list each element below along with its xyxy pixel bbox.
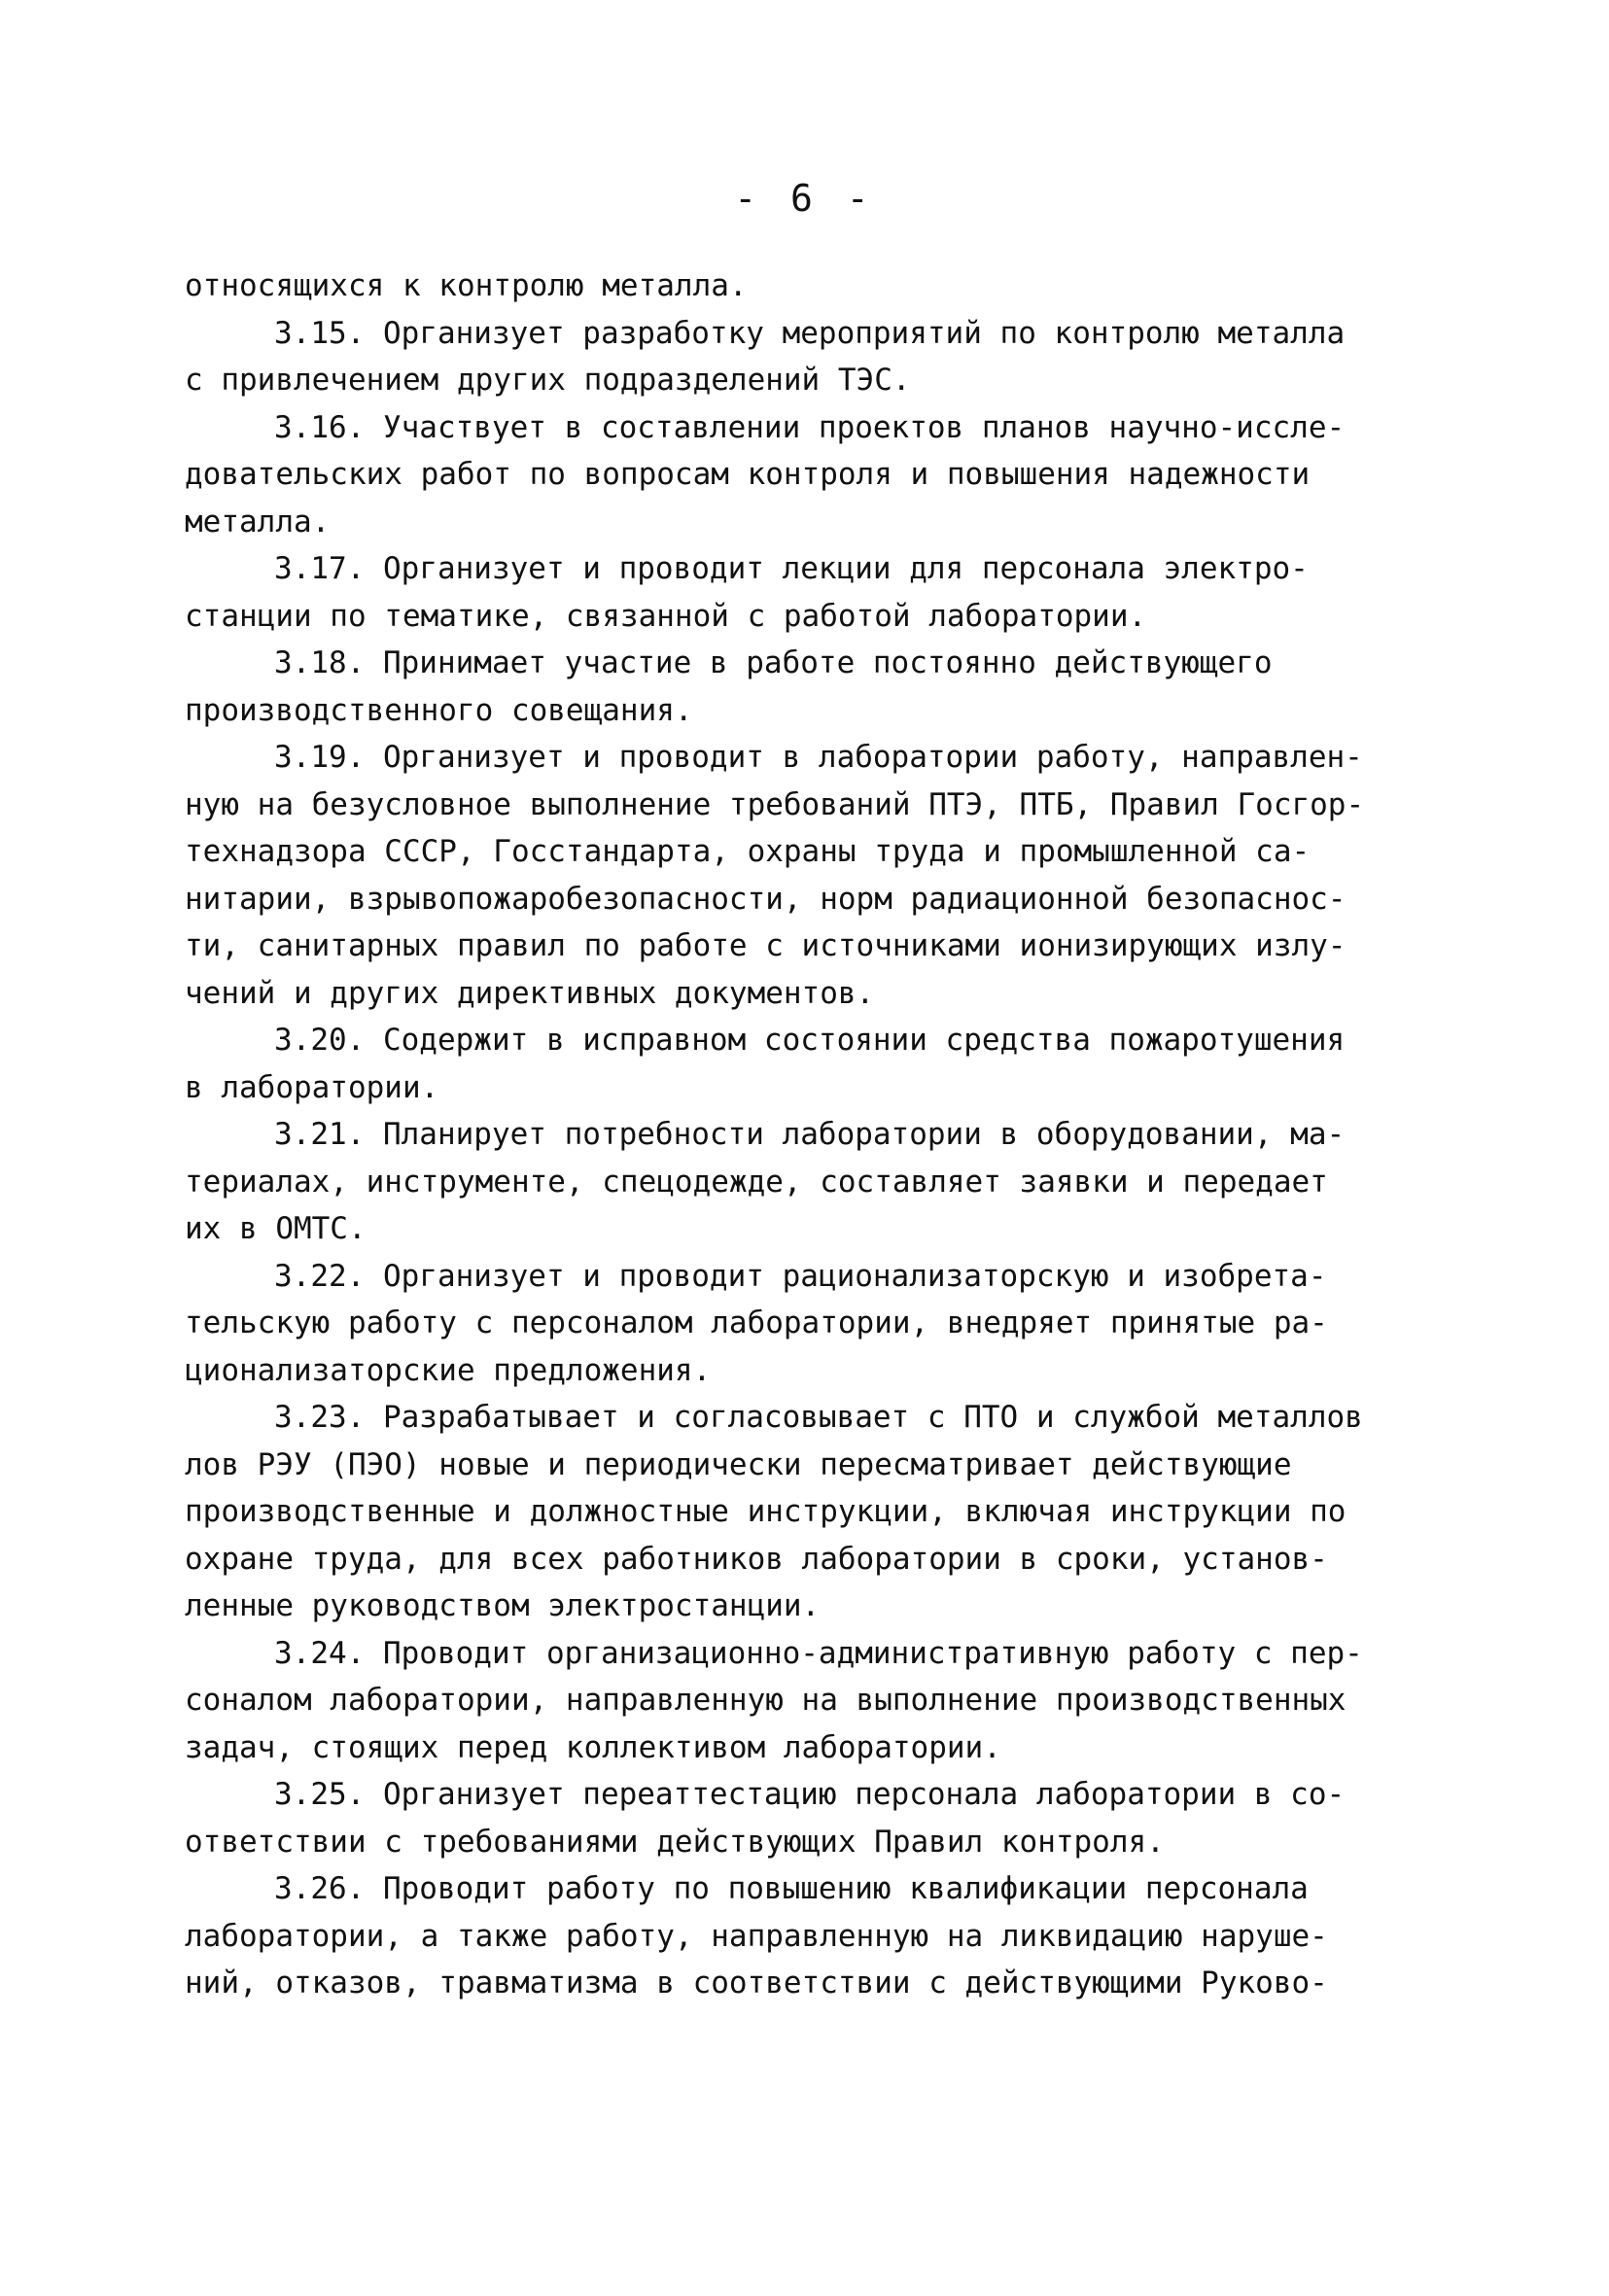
text-line: 3.20. Содержит в исправном состоянии средства пожаротушения xyxy=(274,1023,1346,1058)
text-line: 3.25. Организует переаттестацию персонала лаборатории в со- xyxy=(274,1777,1346,1812)
page-number: - 6 - xyxy=(734,177,875,220)
text-line: в лаборатории. xyxy=(185,1069,439,1105)
text-line: 3.26. Проводит работу по повышению квалификации персонала xyxy=(274,1871,1309,1906)
text-line: лаборатории, а также работу, направленную на ликвидацию наруше- xyxy=(185,1918,1328,1954)
text-line: задач, стоящих перед коллективом лаборатории. xyxy=(185,1729,1001,1765)
text-line: технадзора СССР, Госстандарта, охраны труда и промышленной са- xyxy=(185,834,1311,869)
text-line: лов РЭУ (ПЭО) новые и периодически пересматривает действующие xyxy=(185,1446,1292,1482)
text-line: 3.18. Принимает участие в работе постоянно действующего xyxy=(274,645,1273,680)
text-line: чений и других директивных документов. xyxy=(185,975,875,1011)
text-line: тельскую работу с персоналом лаборатории, внедряет принятые ра- xyxy=(185,1305,1328,1340)
text-line: довательских работ по вопросам контроля и повышения надежности xyxy=(185,457,1311,492)
document-body xyxy=(185,262,1439,2007)
text-line: 3.22. Организует и проводит рационализаторскую и изобрета- xyxy=(274,1258,1327,1294)
text-line: 3.24. Проводит организационно-административную работу с пер- xyxy=(274,1635,1363,1671)
text-line: охране труда, для всех работников лаборатории в сроки, установ- xyxy=(185,1541,1328,1577)
text-line: нитарии, взрывопожаробезопасности, норм радиационной безопаснос- xyxy=(185,881,1347,917)
text-line: ленные руководством электростанции. xyxy=(185,1588,821,1623)
text-line: относящихся к контролю металла. xyxy=(185,268,748,303)
text-line: 3.23. Разрабатывает и согласовывает с ПТО и службой металлов xyxy=(274,1400,1363,1435)
text-line: соналом лаборатории, направленную на выполнение производственных xyxy=(185,1683,1347,1718)
text-line: их в ОМТС. xyxy=(185,1211,367,1246)
text-line: 3.19. Организует и проводит в лаборатории работу, направлен- xyxy=(274,740,1363,775)
text-line: производственные и должностные инструкции, включая инструкции по xyxy=(185,1494,1347,1529)
text-line: 3.15. Организует разработку мероприятий по контролю металла xyxy=(274,315,1346,351)
text-line: 3.16. Участвует в составлении проектов планов научно-иссле- xyxy=(274,409,1346,445)
text-line: ционализаторские предложения. xyxy=(185,1352,712,1388)
text-line: ответствии с требованиями действующих Правил контроля. xyxy=(185,1824,1165,1860)
text-line: с привлечением других подразделений ТЭС. xyxy=(185,363,911,398)
text-line: станции по тематике, связанной с работой лаборатории. xyxy=(185,598,1147,634)
text-line: ти, санитарных правил по работе с источниками ионизирующих излу- xyxy=(185,928,1347,963)
text-line: производственного совещания. xyxy=(185,692,693,728)
text-line: 3.21. Планирует потребности лаборатории в оборудовании, ма- xyxy=(274,1117,1346,1152)
text-line: ную на безусловное выполнение требований ПТЭ, ПТБ, Правил Госгор- xyxy=(185,786,1365,822)
text-line: териалах, инструменте, спецодежде, составляет заявки и передает xyxy=(185,1164,1328,1200)
text-line: ний, отказов, травматизма в соответствии с действующими Руково- xyxy=(185,1966,1328,2000)
text-line: металла. xyxy=(185,504,331,539)
text-line: 3.17. Организует и проводит лекции для персонала электро- xyxy=(274,551,1309,586)
